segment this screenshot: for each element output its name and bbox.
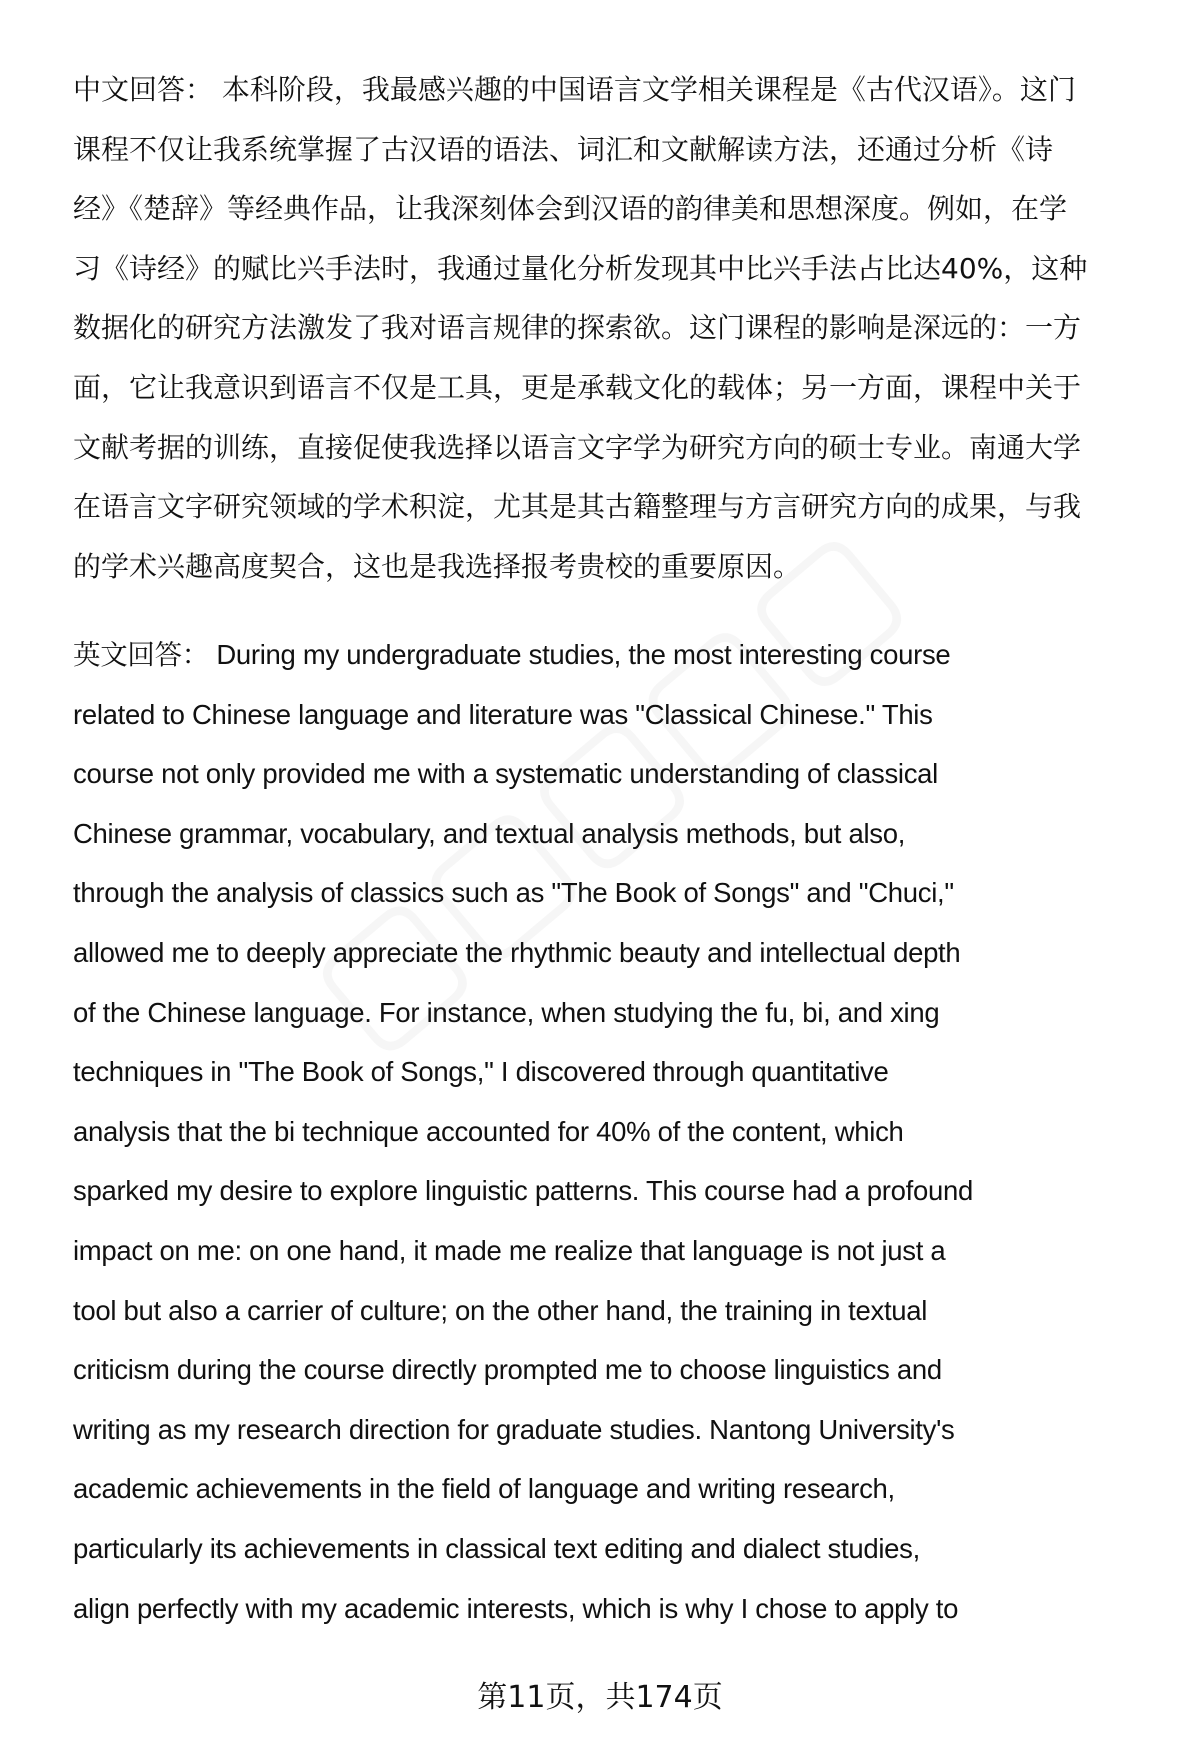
page-number: 第11页，共174页 (477, 1680, 723, 1715)
text-line: 在语言文字研究领域的学术积淀，尤其是其古籍整理与方言研究方向的成果，与我 (73, 490, 1082, 524)
text-line: 经》《楚辞》等经典作品，让我深刻体会到汉语的韵律美和思想深度。例如，在学 (73, 192, 1068, 226)
text-line: impact on me: on one hand, it made me realize that language is not just a (73, 1234, 946, 1266)
text-line: of the Chinese language. For instance, when studying the fu, bi, and xing (73, 996, 940, 1028)
english-answer-paragraph (73, 625, 1163, 1638)
text-line: analysis that the bi technique accounted for 40% of the content, which (73, 1115, 904, 1147)
text-line: 中文回答： 本科阶段，我最感兴趣的中国语言文学相关课程是《古代汉语》。这门 (73, 73, 1076, 106)
text-line: 习《诗经》的赋比兴手法时，我通过量化分析发现其中比兴手法占比达40%，这种 (73, 251, 1088, 285)
text-line: sparked my desire to explore linguistic patterns. This course had a profound (73, 1175, 973, 1207)
text-line: course not only provided me with a systematic understanding of classical (73, 758, 938, 790)
text-line: writing as my research direction for graduate studies. Nantong University's (73, 1413, 955, 1445)
text-line: allowed me to deeply appreciate the rhythmic beauty and intellectual depth (73, 936, 961, 968)
text-line: 英文回答： During my undergraduate studies, the most interesting course (73, 639, 951, 670)
text-line: tool but also a carrier of culture; on the other hand, the training in textual (73, 1294, 928, 1326)
text-line: techniques in "The Book of Songs," I discovered through quantitative (73, 1056, 889, 1088)
text-line: academic achievements in the field of language and writing research, (73, 1473, 895, 1505)
text-line: 课程不仅让我系统掌握了古汉语的语法、词汇和文献解读方法，还通过分析《诗 (73, 132, 1054, 166)
text-line: 数据化的研究方法激发了我对语言规律的探索欲。这门课程的影响是深远的：一方 (73, 311, 1082, 345)
text-line: particularly its achievements in classical text editing and dialect studies, (73, 1532, 920, 1564)
text-line: align perfectly with my academic interests, which is why I chose to apply to (73, 1592, 959, 1624)
text-line: 的学术兴趣高度契合，这也是我选择报考贵校的重要原因。 (73, 549, 802, 583)
text-line: 面，它让我意识到语言不仅是工具，更是承载文化的载体；另一方面，课程中关于 (73, 370, 1082, 404)
text-line: 文献考据的训练，直接促使我选择以语言文字学为研究方向的硕士专业。南通大学 (73, 430, 1082, 464)
text-line: criticism during the course directly prompted me to choose linguistics and (73, 1354, 942, 1386)
chinese-answer-paragraph (73, 60, 1163, 596)
text-line: through the analysis of classics such as "The Book of Songs" and "Chuci," (73, 877, 954, 909)
text-line: related to Chinese language and literature was "Classical Chinese." This (73, 698, 933, 730)
text-line: Chinese grammar, vocabulary, and textual analysis methods, but also, (73, 817, 906, 849)
